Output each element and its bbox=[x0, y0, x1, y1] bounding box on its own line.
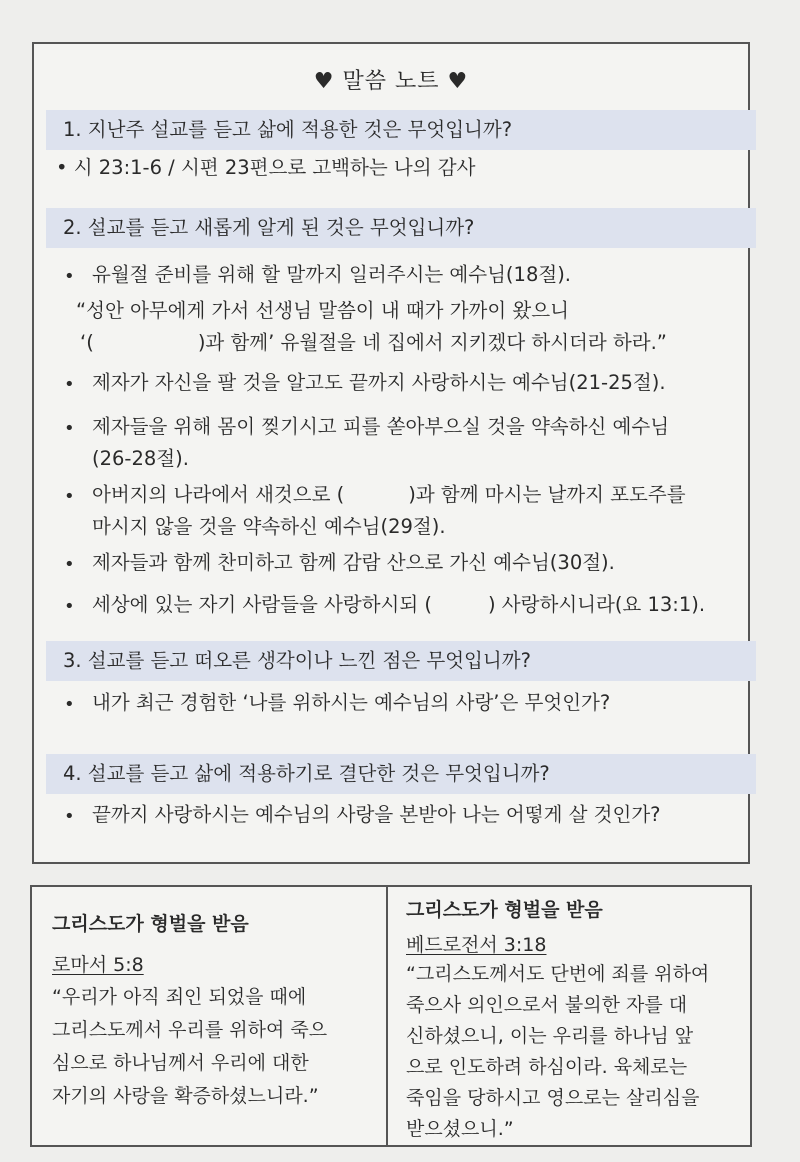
question-1-answer-text: 시 23:1-6 / 시편 23편으로 고백하는 나의 감사 bbox=[73, 156, 476, 179]
verse-left bbox=[52, 909, 372, 1113]
question-2-heading: 2. 설교를 듣고 새롭게 알게 된 것은 무엇입니까? bbox=[46, 208, 756, 248]
bullet: • bbox=[64, 266, 75, 287]
bullet: • bbox=[64, 486, 75, 507]
bullet: • bbox=[64, 374, 75, 395]
bullet: • bbox=[64, 806, 75, 827]
verse-left-text bbox=[52, 981, 372, 1113]
verse-right-text bbox=[406, 959, 746, 1145]
verse-left-reference: 로마서 5:8 bbox=[52, 954, 144, 976]
question-2-item-2: 제자가 자신을 팔 것을 알고도 끝까지 사랑하시는 예수님(21-25절). bbox=[92, 371, 666, 394]
verse-left-title: 그리스도가 형벌을 받음 bbox=[52, 913, 249, 935]
verse-line: 심으로 하나님께서 우리에 대한 bbox=[52, 1052, 309, 1074]
column-divider bbox=[386, 887, 388, 1145]
item-4-part-1: 아버지의 나라에서 새것으로 ( bbox=[92, 483, 345, 506]
item-6-part-2: ) 사랑하시니라(요 13:1). bbox=[488, 593, 706, 616]
bullet: • bbox=[56, 156, 68, 179]
question-2-item-4-line-2: 마시지 않을 것을 약속하신 예수님(29절). bbox=[92, 515, 446, 538]
question-3-answer: 내가 최근 경험한 ‘나를 위하시는 예수님의 사랑’은 무엇인가? bbox=[92, 691, 611, 714]
question-2-quote-line-2 bbox=[80, 326, 667, 360]
verse-line: 죽으사 의인으로서 불의한 자를 대 bbox=[406, 994, 688, 1016]
bullet: • bbox=[64, 418, 75, 439]
bullet: • bbox=[64, 596, 75, 617]
item-6-part-1: 세상에 있는 자기 사람들을 사랑하시되 ( bbox=[92, 593, 432, 616]
question-2-item-3-line-2: (26-28절). bbox=[92, 447, 189, 470]
verse-right bbox=[406, 895, 746, 1145]
question-2-item-1: 유월절 준비를 위해 할 말까지 일러주시는 예수님(18절). bbox=[92, 263, 571, 286]
quote-rest: )과 함께’ 유월절을 네 집에서 지키겠다 하시더라 하라.” bbox=[197, 331, 667, 354]
verse-line: 으로 인도하려 하심이라. 육체로는 bbox=[406, 1056, 688, 1078]
verse-line: 자기의 사랑을 확증하셨느니라.” bbox=[52, 1085, 319, 1107]
verse-line: 그리스도께서 우리를 위하여 죽으 bbox=[52, 1019, 328, 1041]
question-4-answer: 끝까지 사랑하시는 예수님의 사랑을 본받아 나는 어떻게 살 것인가? bbox=[92, 803, 661, 826]
sermon-notes-box bbox=[32, 42, 750, 864]
question-4-heading: 4. 설교를 듣고 삶에 적용하기로 결단한 것은 무엇입니까? bbox=[46, 754, 756, 794]
item-4-part-2: )과 함께 마시는 날까지 포도주를 bbox=[408, 483, 686, 506]
verse-line: “우리가 아직 죄인 되었을 때에 bbox=[52, 986, 307, 1008]
verse-right-reference: 베드로전서 3:18 bbox=[406, 934, 547, 956]
question-2-quote-line-1: “성안 아무에게 가서 선생님 말씀이 내 때가 가까이 왔으니 bbox=[76, 299, 569, 322]
verse-line: “그리스도께서도 단번에 죄를 위하여 bbox=[406, 963, 710, 985]
notes-title: ♥ 말씀 노트 ♥ bbox=[313, 69, 469, 94]
question-2-item-6 bbox=[92, 588, 705, 622]
verse-box bbox=[30, 885, 752, 1147]
verse-line: 죽임을 당하시고 영으로는 살리심을 bbox=[406, 1087, 700, 1109]
question-3-heading: 3. 설교를 듣고 떠오른 생각이나 느낀 점은 무엇입니까? bbox=[46, 641, 756, 681]
verse-right-title: 그리스도가 형벌을 받음 bbox=[406, 899, 603, 921]
question-1-answer bbox=[56, 151, 475, 185]
quote-open: ‘( bbox=[80, 331, 94, 354]
verse-line: 받으셨으니.” bbox=[406, 1118, 514, 1140]
question-1-heading: 1. 지난주 설교를 듣고 삶에 적용한 것은 무엇입니까? bbox=[46, 110, 756, 150]
question-2-item-5: 제자들과 함께 찬미하고 함께 감람 산으로 가신 예수님(30절). bbox=[92, 551, 615, 574]
question-2-item-4-line-1 bbox=[92, 478, 686, 512]
bullet: • bbox=[64, 694, 75, 715]
bullet: • bbox=[64, 554, 75, 575]
verse-line: 신하셨으니, 이는 우리를 하나님 앞 bbox=[406, 1025, 694, 1047]
question-2-item-3-line-1: 제자들을 위해 몸이 찢기시고 피를 쏟아부으실 것을 약속하신 예수님 bbox=[92, 415, 670, 438]
